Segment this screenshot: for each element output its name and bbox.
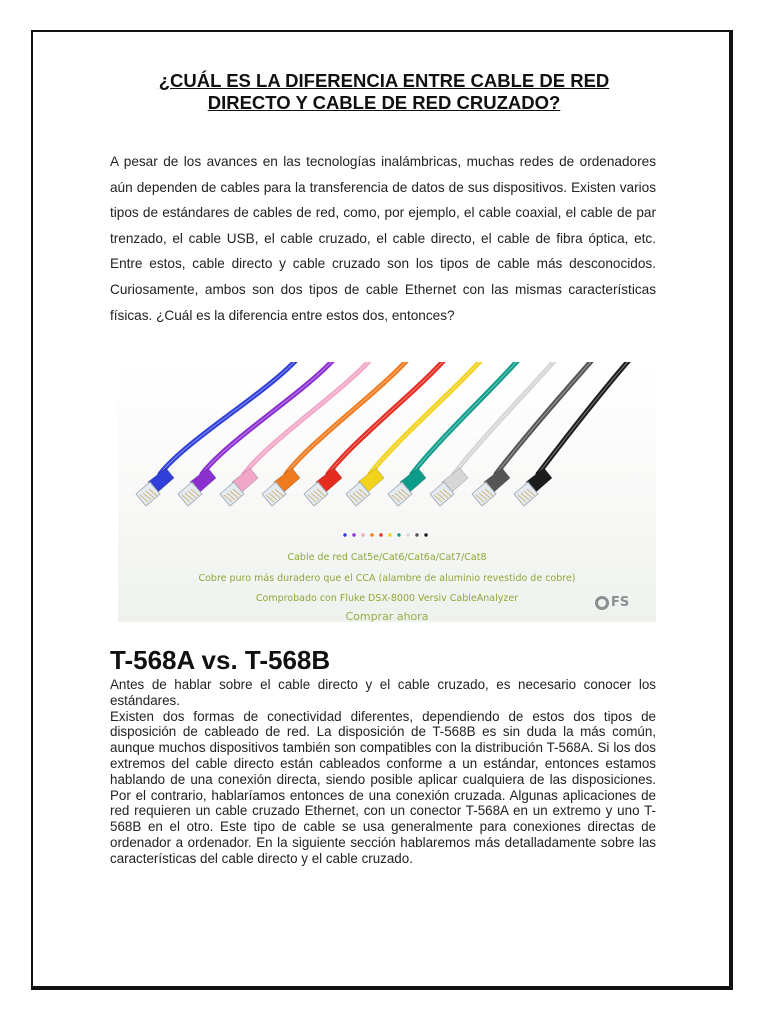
banner-caption-3: Comprobado con Fluke DSX-8000 Versiv CableAnalyzer bbox=[255, 593, 519, 604]
color-dot-2 bbox=[352, 533, 355, 536]
title-line-2: DIRECTO Y CABLE DE RED CRUZADO? bbox=[207, 92, 561, 114]
color-dot-5 bbox=[379, 533, 382, 536]
shop-now-link[interactable]: Comprar ahora bbox=[345, 610, 429, 622]
document-title bbox=[40, 70, 728, 114]
color-dot-6 bbox=[388, 533, 391, 536]
color-dot-9 bbox=[415, 533, 418, 536]
intro-paragraph: A pesar de los avances en las tecnologías inalámbricas, muchas redes de ordenadores aún dependen de cables para la transferencia de datos de sus dispositivos. Existen varios tipos de estándares de cables de red, como, por ejemplo, el cable coaxial, el cable de par trenzado, el cable USB, el cable cruzado, el cable directo, el cable de fibra óptica, etc. Entre estos, cable directo y cable cruzado son los tipos de cable más desconocidos. Curiosamente, ambos son dos tipos de cable Ethernet con las mismas características físicas. ¿Cuál es la diferencia entre estos dos, entonces? bbox=[110, 154, 656, 323]
section-paragraph-1: Antes de hablar sobre el cable directo y el cable cruzado, es necesario conocer los estándares. bbox=[110, 677, 656, 708]
fs-logo-icon bbox=[595, 596, 609, 610]
color-dot-1 bbox=[343, 533, 346, 536]
color-dot-7 bbox=[397, 533, 400, 536]
banner-caption-1: Cable de red Cat5e/Cat6/Cat6a/Cat7/Cat8 bbox=[287, 552, 487, 563]
cable-product-banner[interactable] bbox=[118, 362, 656, 622]
color-dot-4 bbox=[370, 533, 373, 536]
color-dot-8 bbox=[406, 533, 409, 536]
section-body bbox=[110, 677, 656, 867]
color-dot-10 bbox=[424, 533, 427, 536]
color-dot-3 bbox=[361, 533, 364, 536]
section-heading: T-568A vs. T-568B bbox=[110, 645, 331, 675]
title-line-1: ¿CUÁL ES LA DIFERENCIA ENTRE CABLE DE RED bbox=[158, 70, 610, 92]
cable-1 bbox=[160, 362, 298, 474]
banner-caption-2: Cobre puro más duradero que el CCA (alambre de aluminio revestido de cobre) bbox=[198, 573, 576, 584]
fs-logo-text: FS bbox=[611, 595, 630, 610]
fs-logo bbox=[595, 595, 629, 610]
cable-10 bbox=[538, 362, 631, 474]
section-paragraph-2: Existen dos formas de conectividad diferentes, dependiendo de estos dos tipos de disposición de cableado de red. La disposición de T-568B es sin duda la más común, aunque muchos dispositivos también son compatibles con la distribución T-568A. Si los dos extremos del cable directo están cableados conforme a un estándar, entonces estamos hablando de una conexión directa, siendo posible aplicar cualquiera de las disposiciones. Por el contrario, hablaríamos entonces de una conexión cruzada. Algunas aplicaciones de red requieren un cable cruzado Ethernet, con un conector T-568A en un extremo y uno T-568B en el otro. Este tipo de cable se usa generalmente para conexiones directas de ordenador a ordenador. En la siguiente sección hablaremos más detalladamente sobre las características del cable directo y el cable cruzado. bbox=[110, 708, 656, 866]
